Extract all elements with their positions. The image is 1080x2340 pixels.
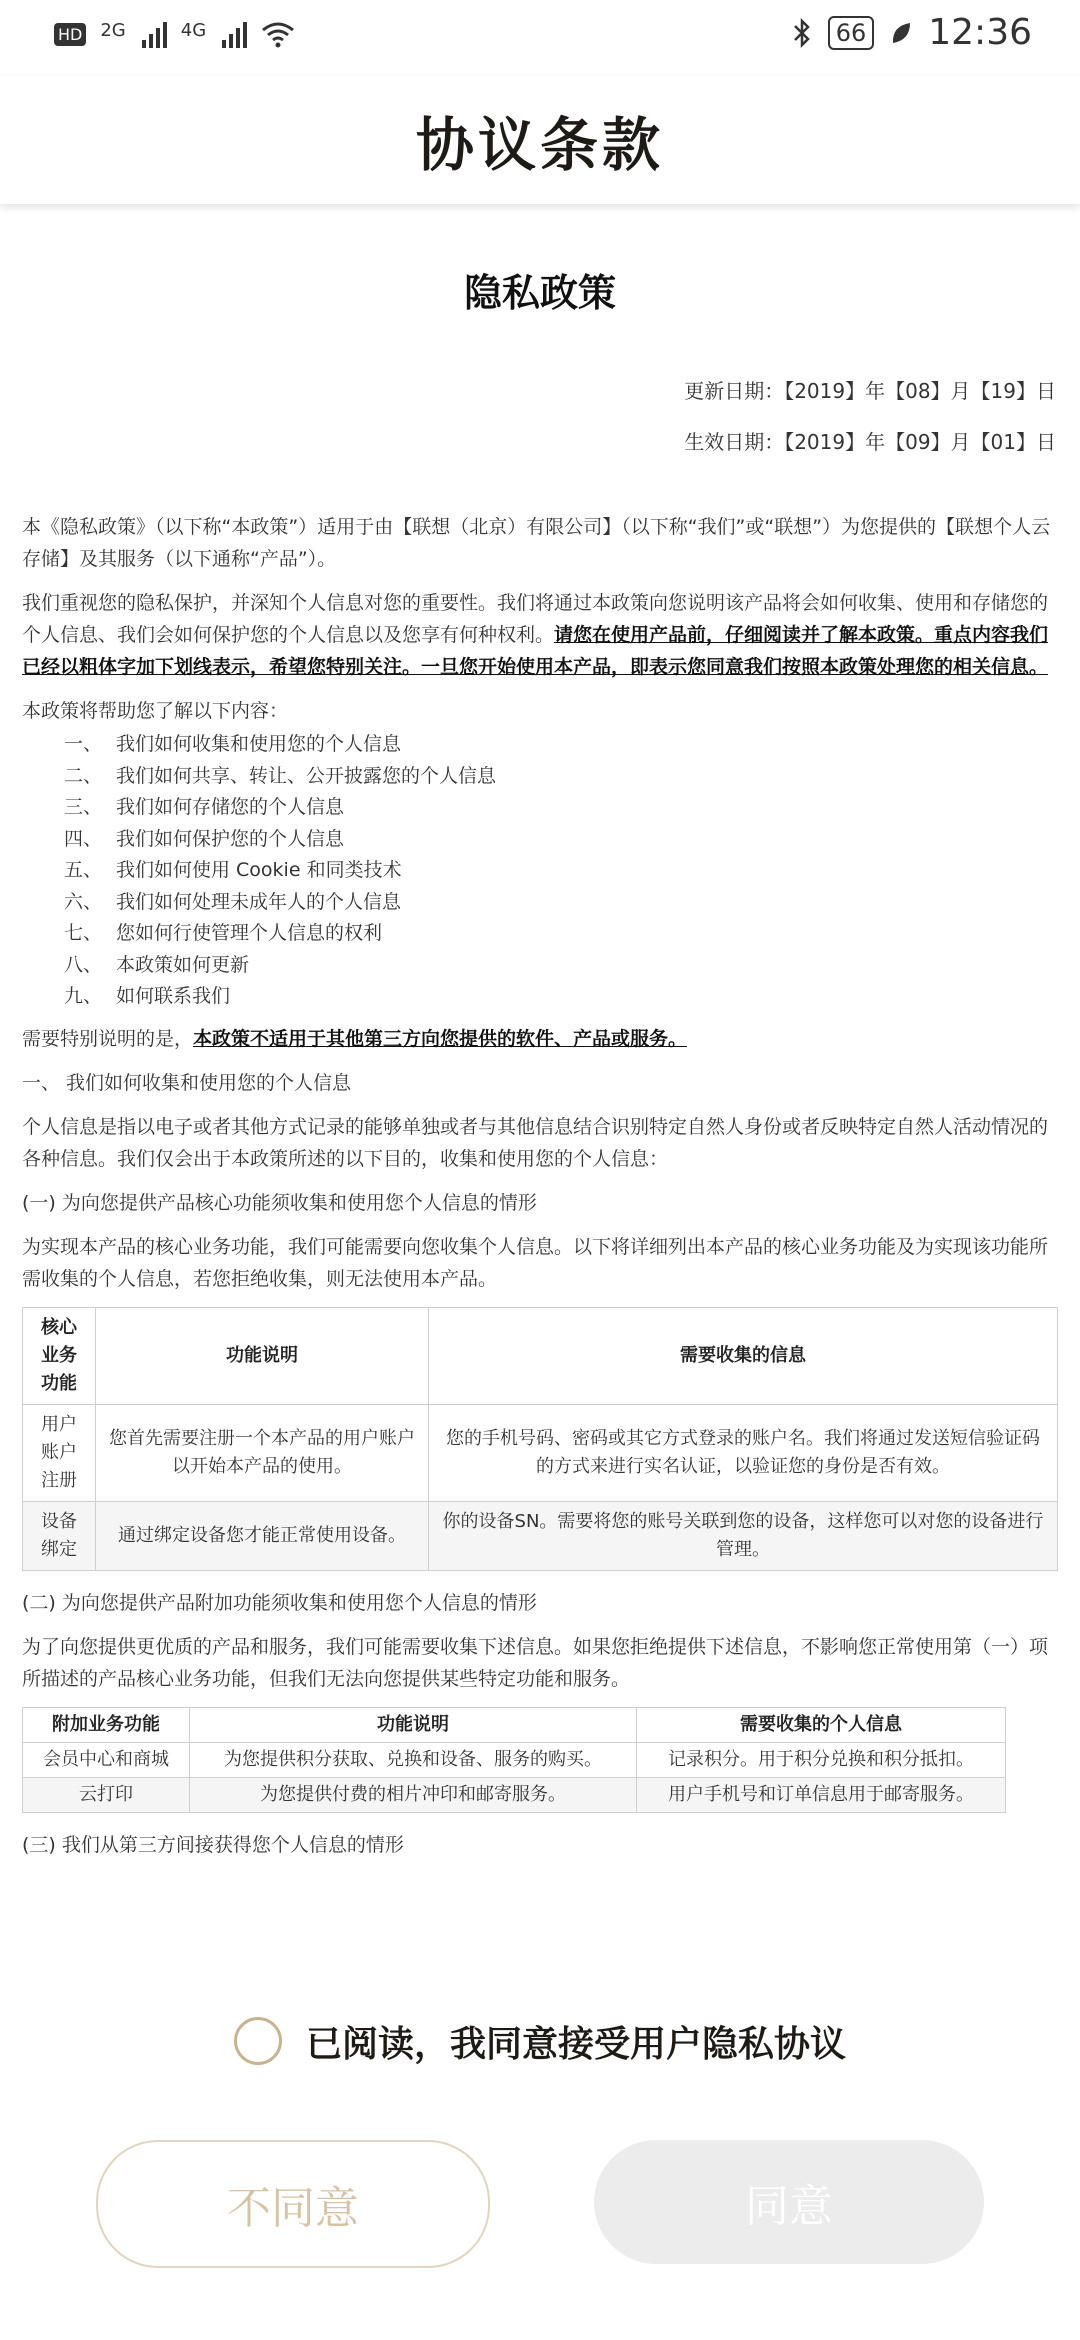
agree-label[interactable]: 已阅读，我同意接受用户隐私协议 bbox=[305, 2023, 846, 2065]
toc-intro: 本政策将帮助您了解以下内容： bbox=[22, 700, 289, 722]
toc-item: 九、 如何联系我们 bbox=[64, 985, 231, 1007]
table-cell: 用户手机号和订单信息用于邮寄服务。 bbox=[637, 1777, 1006, 1812]
table-header-row bbox=[23, 1707, 1006, 1742]
intro-paragraph: 本《隐私政策》（以下称“本政策”）适用于由【联想（北京）有限公司】（以下称“我们”或“联想”）为您提供的【联想个人云存储】及其服务（以下通称“产品”）。 bbox=[22, 516, 1051, 570]
table-header-row bbox=[23, 1307, 1058, 1404]
importance-emphasis: 请您在使用产品前，仔细阅读并了解本政策。重点内容我们已经以粗体字加下划线表示，希望您特别关注。一旦您开始使用本产品，即表示您同意我们按照本政策处理您的相关信息。 bbox=[22, 624, 1049, 678]
page-title: 协议条款 bbox=[415, 111, 664, 179]
section-1-title: 一、 我们如何收集和使用您的个人信息 bbox=[22, 1071, 352, 1094]
effective-date: 生效日期：【2019】年【09】月【01】日 bbox=[684, 430, 1056, 454]
signal-icon-2 bbox=[222, 20, 247, 48]
table-cell: 为您提供付费的相片冲印和邮寄服务。 bbox=[190, 1777, 637, 1812]
toc-item: 二、 我们如何共享、转让、公开披露您的个人信息 bbox=[64, 764, 497, 787]
toc-item: 四、 我们如何保护您的个人信息 bbox=[64, 827, 345, 850]
special-note: 需要特别说明的是，本政策不适用于其他第三方向您提供的软件、产品或服务。 bbox=[22, 1027, 688, 1050]
leaf-icon bbox=[890, 20, 912, 46]
table-cell: 你的设备SN。需要将您的账号关联到您的设备，这样您可以对您的设备进行管理。 bbox=[429, 1501, 1058, 1570]
subsection-1-paragraph: 为实现本产品的核心业务功能，我们可能需要向您收集个人信息。以下将详细列出本产品的核心业务功能及为实现该功能所需收集的个人信息，若您拒绝收集，则无法使用本产品。 bbox=[22, 1235, 1049, 1290]
special-note-emphasis: 本政策不适用于其他第三方向您提供的软件、产品或服务。 bbox=[193, 1027, 688, 1050]
agree-checkbox-row[interactable] bbox=[0, 2010, 1080, 2072]
toc-item: 五、 我们如何使用 Cookie 和同类技术 bbox=[64, 859, 402, 881]
disagree-button[interactable]: 不同意 bbox=[96, 2140, 490, 2268]
table-of-contents bbox=[22, 729, 1058, 1013]
importance-text: 我们重视您的隐私保护，并深知个人信息对您的重要性。我们将通过本政策向您说明该产品将会如何收集、使用和存储您的个人信息、我们会如何保护您的个人信息以及您享有何种权利。 bbox=[22, 592, 1049, 646]
table-cell: 您首先需要注册一个本产品的用户账户以开始本产品的使用。 bbox=[96, 1404, 429, 1501]
network-label-1: 2G bbox=[100, 20, 126, 41]
table-cell: 云打印 bbox=[23, 1777, 190, 1812]
subsection-2-title: (二) 为向您提供产品附加功能须收集和使用您个人信息的情形 bbox=[22, 1591, 537, 1614]
importance-paragraph bbox=[22, 587, 1058, 683]
table-cell: 为您提供积分获取、兑换和设备、服务的购买。 bbox=[190, 1742, 637, 1777]
status-bar-left bbox=[54, 20, 295, 48]
table-row bbox=[23, 1404, 1058, 1501]
agree-button[interactable]: 同意 bbox=[594, 2140, 984, 2264]
table-row bbox=[23, 1501, 1058, 1570]
toc-item: 一、 我们如何收集和使用您的个人信息 bbox=[64, 733, 402, 755]
clock: 12:36 bbox=[928, 12, 1032, 53]
table-cell: 设备绑定 bbox=[23, 1501, 96, 1570]
table-header: 核心业务功能 bbox=[23, 1307, 96, 1404]
subsection-2-paragraph: 为了向您提供更优质的产品和服务，我们可能需要收集下述信息。如果您拒绝提供下述信息，不影响您正常使用第（一）项所描述的产品核心业务功能，但我们无法向您提供某些特定功能和服务。 bbox=[22, 1635, 1049, 1690]
table-cell: 记录积分。用于积分兑换和积分抵扣。 bbox=[637, 1742, 1006, 1777]
toc-item: 三、 我们如何存储您的个人信息 bbox=[64, 796, 345, 818]
table-header: 附加业务功能 bbox=[23, 1707, 190, 1742]
table-cell: 您的手机号码、密码或其它方式登录的账户名。我们将通过发送短信验证码的方式来进行实名认证，以验证您的身份是否有效。 bbox=[429, 1404, 1058, 1501]
agree-radio-button[interactable] bbox=[234, 2017, 282, 2065]
bluetooth-icon bbox=[792, 17, 812, 49]
battery-indicator: 66 bbox=[828, 16, 875, 50]
section-1-paragraph: 个人信息是指以电子或者其他方式记录的能够单独或者与其他信息结合识别特定自然人身份或者反映特定自然人活动情况的各种信息。我们仅会出于本政策所述的以下目的，收集和使用您的个人信息： bbox=[22, 1115, 1049, 1170]
status-bar-right bbox=[792, 12, 1032, 53]
wifi-icon bbox=[261, 20, 295, 48]
subsection-1-title: (一) 为向您提供产品核心功能须收集和使用您个人信息的情形 bbox=[22, 1191, 537, 1214]
table-cell: 会员中心和商城 bbox=[23, 1742, 190, 1777]
network-label-2: 4G bbox=[180, 20, 207, 41]
subsection-3-title: (三) 我们从第三方间接获得您个人信息的情形 bbox=[22, 1833, 404, 1856]
table-header: 需要收集的信息 bbox=[429, 1307, 1058, 1404]
signal-icon bbox=[142, 20, 167, 48]
additional-functions-table bbox=[22, 1707, 1006, 1813]
update-date: 更新日期：【2019】年【08】月【19】日 bbox=[684, 379, 1056, 403]
table-cell: 用户账户注册 bbox=[23, 1404, 96, 1501]
document-title: 隐私政策 bbox=[463, 271, 616, 315]
table-cell: 通过绑定设备您才能正常使用设备。 bbox=[96, 1501, 429, 1570]
table-header: 需要收集的个人信息 bbox=[637, 1707, 1006, 1742]
table-header: 功能说明 bbox=[190, 1707, 637, 1742]
table-row bbox=[23, 1742, 1006, 1777]
hd-icon: HD bbox=[54, 23, 86, 46]
core-functions-table bbox=[22, 1307, 1058, 1571]
toc-item: 七、 您如何行使管理个人信息的权利 bbox=[64, 922, 383, 944]
page-header bbox=[0, 76, 1080, 204]
toc-item: 六、 我们如何处理未成年人的个人信息 bbox=[64, 890, 402, 913]
toc-item: 八、 本政策如何更新 bbox=[64, 953, 250, 976]
status-bar bbox=[0, 0, 1080, 76]
policy-content[interactable] bbox=[22, 210, 1058, 1970]
table-header: 功能说明 bbox=[96, 1307, 429, 1404]
table-row bbox=[23, 1777, 1006, 1812]
